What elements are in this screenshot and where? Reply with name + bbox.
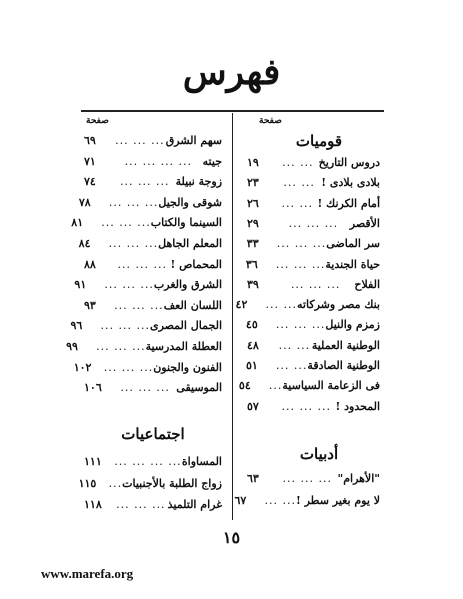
toc-entry-leader: ... ... [278, 338, 311, 352]
left-page-column-header: صفحة [86, 116, 109, 126]
toc-entry-leader: ... ... ... [282, 472, 332, 485]
right-page-column-header: صفحة [259, 116, 282, 126]
toc-entry [247, 397, 380, 417]
toc-entry-page: ٢٣ [247, 176, 259, 190]
toc-entry-title: المساواة [181, 455, 222, 468]
toc-entry [238, 376, 380, 396]
toc-entry-page: ٨١ [71, 216, 84, 230]
toc-entry-title: سهم الشرق [165, 134, 222, 147]
toc-entry-page: ٤٢ [235, 298, 248, 312]
website-url: www.marefa.org [41, 566, 134, 581]
toc-entry-page: ٥٧ [247, 399, 259, 413]
toc-entry-leader: ... ... ... [120, 381, 170, 395]
toc-entry [247, 214, 380, 234]
toc-entry [84, 131, 222, 151]
toc-entry-leader: ... ... ... [114, 298, 164, 312]
toc-entry-title: الجمال المصرى [149, 319, 222, 333]
toc-entry-title: زوجة نبيلة [175, 175, 222, 189]
toc-entry-page: ١٩ [247, 156, 259, 169]
toc-entry [247, 255, 380, 275]
toc-entry-page: ٦٩ [84, 134, 96, 147]
toc-entry-title: المحماص ! [170, 257, 222, 271]
toc-entry-leader: ... ... ... [104, 278, 154, 292]
toc-entry-title: لا يوم بغير سطر ! [295, 494, 380, 507]
toc-entry [78, 474, 222, 494]
toc-entry [234, 491, 380, 511]
column-divider [232, 113, 233, 520]
toc-entry-title: الشرق والغرب [153, 278, 222, 292]
toc-entry-leader: ... ... ... [96, 340, 146, 353]
toc-entry-leader: ... ... ... [276, 237, 327, 251]
toc-entry [74, 275, 222, 295]
toc-entry-page: ٩٣ [84, 298, 96, 312]
toc-entry [73, 358, 222, 378]
toc-entry [247, 173, 380, 193]
toc-entry-title: "الأهرام" [337, 472, 380, 485]
toc-entry-page: ٢٩ [247, 216, 259, 230]
toc-entry-title: المحدود ! [335, 399, 380, 413]
toc-entry-leader: ... ... ... [275, 318, 326, 332]
toc-entry-page: ٩٦ [70, 319, 83, 333]
toc-entry [247, 315, 380, 335]
toc-entry [84, 255, 222, 275]
toc-entry-page: ٨٤ [78, 237, 91, 250]
toc-entry [235, 295, 380, 315]
toc-entry [84, 172, 222, 192]
toc-entry-page: ٥٤ [238, 379, 251, 393]
toc-entry-title: الأقصر [349, 216, 380, 230]
toc-entry-page: ١٠٦ [84, 381, 102, 395]
toc-entry-title: العطلة المدرسية [145, 340, 222, 353]
toc-entry [84, 495, 222, 515]
toc-entry-title: الفلاح [354, 277, 380, 291]
toc-entry-page: ٧٨ [78, 195, 91, 209]
toc-entry-leader: ... ... ... [120, 175, 170, 189]
toc-entry [66, 337, 222, 357]
toc-entry-leader: ... ... ... [290, 277, 341, 291]
toc-entry-title: اللسان العف [163, 298, 222, 312]
toc-entry-leader: ... [108, 476, 123, 490]
page-title: فهرس [182, 51, 281, 93]
toc-entry-title: سر الماضى [326, 237, 380, 251]
toc-entry-page: ٦٧ [234, 494, 247, 507]
toc-entry-page: ٣٩ [247, 277, 259, 291]
right-section2-heading: أدبيات [299, 445, 339, 463]
toc-entry-title: المعلم الجاهل [158, 237, 222, 250]
toc-entry-page: ٦٣ [247, 472, 259, 485]
title-underline [81, 110, 384, 112]
toc-entry-leader: ... ... ... [288, 216, 339, 230]
toc-entry [247, 469, 380, 489]
toc-entry [84, 452, 222, 472]
toc-entry-page: ٧١ [84, 154, 96, 168]
toc-entry-leader: ... ... [281, 196, 313, 210]
toc-entry-page: ٨٨ [84, 257, 96, 271]
toc-entry-title: زمزم والنيل [325, 318, 380, 332]
toc-entry-title: حياة الجندية [325, 257, 380, 271]
toc-entry [247, 194, 380, 214]
toc-entry-leader: ... ... ... [108, 195, 159, 209]
toc-entry-leader: ... ... [275, 359, 308, 372]
toc-entry-leader: ... ... ... [115, 134, 165, 147]
toc-entry-leader: ... ... ... [108, 237, 159, 250]
toc-entry-leader: ... ... ... [100, 319, 150, 333]
toc-entry [84, 378, 222, 398]
toc-entry-leader: ... ... [265, 298, 298, 312]
toc-entry [247, 275, 380, 295]
toc-entry-page: ٩١ [74, 278, 87, 292]
left-section2-heading: اجتماعيات [121, 425, 185, 443]
toc-entry-title: بنك مصر وشركاته [297, 298, 380, 312]
toc-entry [70, 316, 222, 336]
toc-entry-title: فى الزعامة السياسية [282, 379, 380, 393]
toc-entry [84, 152, 222, 172]
toc-entry-leader: ... ... ... [103, 360, 154, 374]
toc-entry-title: الفنون والجنون [153, 360, 222, 374]
toc-entry-page: ٩٩ [66, 340, 78, 353]
toc-entry [78, 193, 222, 213]
toc-entry [247, 336, 380, 356]
toc-entry-page: ١١١ [84, 455, 102, 468]
toc-entry-leader: ... ... ... ... [114, 455, 182, 468]
toc-entry-page: ٧٤ [84, 175, 96, 189]
toc-entry-title: السينما والكتاب [150, 216, 222, 230]
toc-entry-leader: ... ... ... ... [124, 154, 193, 168]
toc-entry-title: غرام التلميذ [167, 498, 222, 511]
toc-entry-page: ٣٦ [245, 257, 258, 271]
toc-entry-page: ٣٣ [246, 237, 259, 251]
toc-entry-title: الموسيقى [176, 381, 222, 395]
toc-entry-title: الوطنية الصادقة [307, 359, 380, 372]
toc-entry-page: ١٠٢ [73, 360, 92, 374]
toc-entry-title: دروس التاريخ [318, 156, 380, 169]
toc-entry-leader: ... ... [283, 176, 315, 190]
toc-entry-title: بلادى بلادى ! [321, 176, 380, 190]
toc-entry-leader: ... ... [282, 156, 314, 169]
toc-entry-title: شوقى والجيل [158, 195, 222, 209]
toc-entry-leader: ... ... ... [101, 216, 151, 230]
toc-entry-leader: ... ... ... [281, 399, 331, 413]
toc-entry [84, 296, 222, 316]
right-section-heading: قوميات [295, 132, 343, 150]
toc-entry [71, 213, 222, 233]
toc-entry-page: ٤٥ [245, 318, 258, 332]
toc-entry [247, 356, 380, 376]
toc-entry-leader: ... ... [264, 494, 296, 507]
toc-entry-page: ٥١ [245, 359, 258, 372]
toc-entry-leader: ... ... ... [275, 257, 326, 271]
toc-entry-leader: ... ... ... [116, 498, 166, 511]
page-number: ١٥ [222, 528, 241, 547]
toc-entry [247, 234, 380, 254]
toc-entry-page: ٤٨ [247, 338, 259, 352]
toc-entry-title: جيته [202, 154, 222, 168]
toc-entry-title: أمام الكرنك ! [317, 196, 380, 210]
toc-entry-page: ١١٨ [84, 498, 102, 511]
toc-entry-page: ٢٦ [247, 196, 259, 210]
toc-entry-title: زواج الطلبة بالأجنبيات [122, 476, 222, 490]
toc-entry [247, 153, 380, 173]
toc-entry-leader: ... [268, 379, 283, 393]
toc-entry-page: ١١٥ [78, 476, 97, 490]
toc-entry [78, 234, 222, 254]
toc-entry-title: الوطنية العملية [311, 338, 380, 352]
toc-entry-leader: ... ... ... [117, 257, 167, 271]
